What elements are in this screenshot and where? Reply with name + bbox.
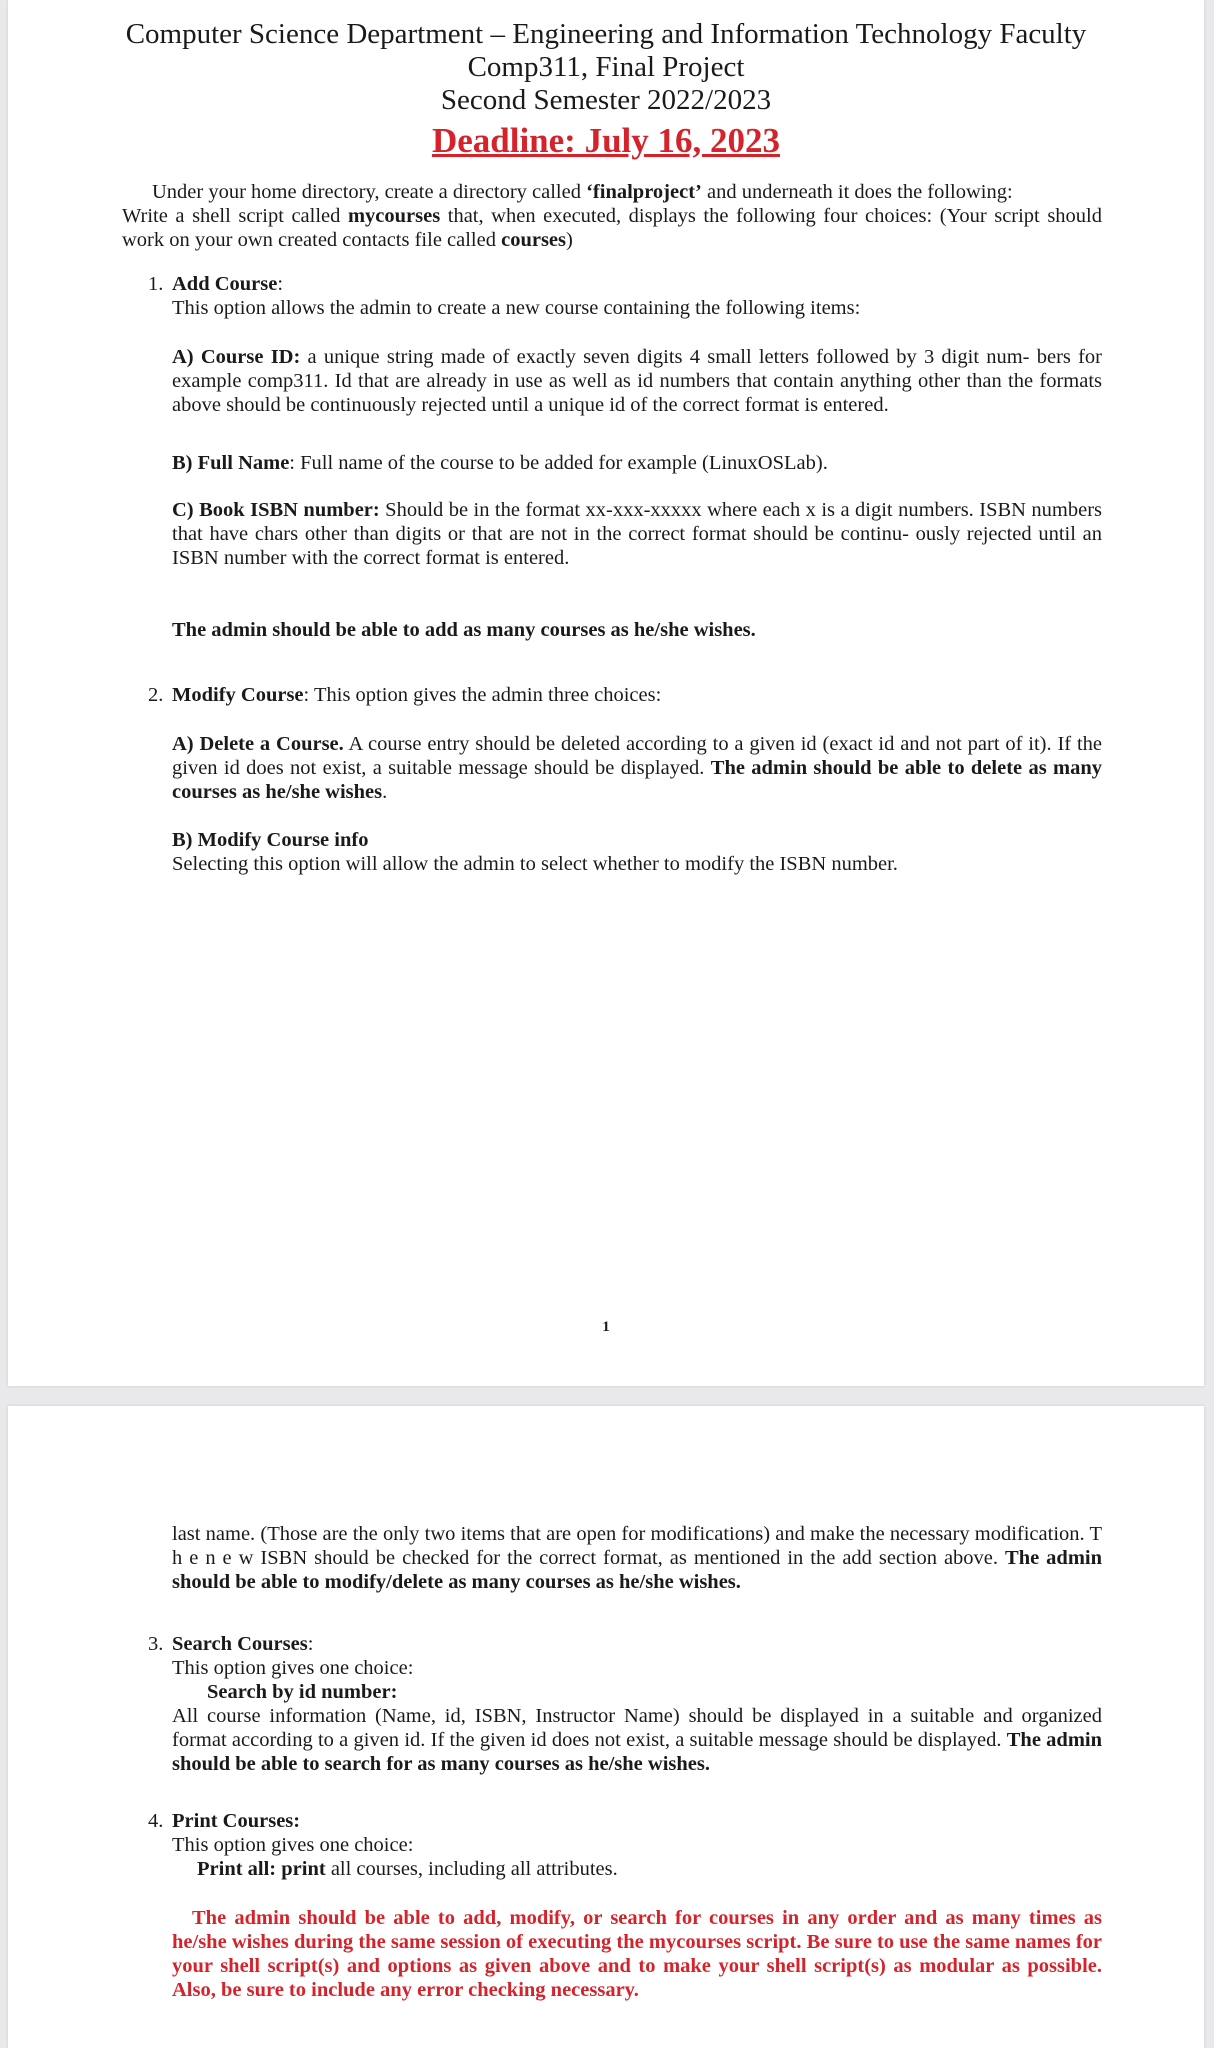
item-3 xyxy=(172,1632,1102,1776)
item-1-desc: This option allows the admin to create a new course containing the following items: xyxy=(172,297,861,319)
item-2-heading xyxy=(172,683,1102,707)
item-3-bold: The admin should be able to search for as many courses as he/she wishes. xyxy=(172,1729,1103,1775)
delete-course-bold: The admin should be able to delete as many courses as he/she wishes xyxy=(172,757,1102,803)
item-1-c xyxy=(172,498,1102,570)
semester-title: Second Semester 2022/2023 xyxy=(440,84,772,116)
item-2-number: 2. xyxy=(148,684,164,706)
item-4 xyxy=(172,1809,1102,1881)
item-2-a xyxy=(172,732,1102,804)
modify-info-label: B) Modify Course info xyxy=(172,829,369,851)
delete-course-label: A) Delete a Course. xyxy=(172,733,344,755)
continuation-text: last name. (Those are the only two items that are open for modifications) and make the necessary modification. T h e n e w ISBN should be checked for the correct format, as mentioned in the add section above. xyxy=(172,1523,1102,1569)
item-1-colon: : xyxy=(277,273,284,295)
continuation-paragraph xyxy=(172,1522,1102,1594)
item-4-number: 4. xyxy=(148,1810,164,1832)
item-4-sub xyxy=(172,1857,1102,1881)
department-title: Computer Science Department – Engineering and Information Technology Faculty xyxy=(125,18,1087,50)
item-3-body: All course information (Name, id, ISBN, Instructor Name) should be displayed in a suitable and organized format according to a given id. If the given id does not exist, a suitable message should be displayed. xyxy=(172,1705,1102,1751)
modify-info-text: Selecting this option will allow the admin to select whether to modify the ISBN number. xyxy=(172,853,898,875)
intro-text: Write a shell script called xyxy=(122,205,348,227)
item-1-a xyxy=(172,345,1102,417)
page-number: 1 xyxy=(602,1319,610,1335)
intro-line-2 xyxy=(122,204,1102,252)
final-note: The admin should be able to add, modify, or search for courses in any order and as many times as he/she wishes during the same session of executing the mycourses script. Be sure to use the same names for your shell script(s) and options as given above and to make your shell script(s) as modular as possible. Also, be sure to include any error checking necessary. xyxy=(172,1907,1102,2001)
item-4-desc: This option gives one choice: xyxy=(172,1834,414,1856)
print-all-text: all courses, including all attributes. xyxy=(325,1858,618,1880)
document-header xyxy=(8,0,1204,163)
print-all-label: Print all: print xyxy=(197,1858,326,1880)
delete-course-text: A course entry should be deleted according to a given id (exact id and not part of it). If the given id does not exist, a suitable message should be displayed. xyxy=(172,733,1102,779)
isbn-label: C) Book ISBN number: xyxy=(172,499,380,521)
item-1-number: 1. xyxy=(148,273,164,295)
intro-text: and underneath it does the following: xyxy=(701,181,1013,203)
item-3-sub: Search by id number: xyxy=(207,1681,398,1703)
continuation-bold: The admin should be able to modify/delete as many courses as he/she wishes. xyxy=(172,1547,1102,1593)
script-name: mycourses xyxy=(347,205,441,227)
item-3-colon: : xyxy=(307,1633,314,1655)
course-title: Comp311, Final Project xyxy=(467,51,745,83)
file-name: courses xyxy=(501,229,567,251)
item-1-b xyxy=(172,451,1102,475)
item-1-title: Add Course xyxy=(172,273,278,295)
intro-text: Under your home directory, create a directory called xyxy=(152,181,587,203)
document-page-1 xyxy=(8,0,1204,1386)
item-2-title: Modify Course xyxy=(172,684,304,706)
intro-line-1 xyxy=(122,180,1102,204)
item-1-heading xyxy=(172,272,1102,320)
intro-text: ) xyxy=(566,229,573,251)
intro-text: that, when executed, displays the following four choices: (Your script should work on your own created contacts file called xyxy=(122,205,1102,251)
deadline-title: Deadline: July 16, 2023 xyxy=(431,121,781,160)
item-1-note: The admin should be able to add as many courses as he/she wishes. xyxy=(172,619,756,641)
item-3-title: Search Courses xyxy=(172,1633,308,1655)
item-2-b xyxy=(172,828,1102,876)
delete-course-end: . xyxy=(382,781,388,803)
item-3-text xyxy=(172,1704,1102,1776)
document-page-2 xyxy=(8,1406,1204,2048)
item-3-number: 3. xyxy=(148,1633,164,1655)
item-3-desc: This option gives one choice: xyxy=(172,1657,414,1679)
item-2-after: : This option gives the admin three choices: xyxy=(303,684,662,706)
intro-paragraph xyxy=(122,180,1102,252)
full-name-text: : Full name of the course to be added for example (LinuxOSLab). xyxy=(289,452,828,474)
course-id-label: A) Course ID: xyxy=(172,346,301,368)
directory-name: ‘finalproject’ xyxy=(586,181,702,203)
isbn-text: Should be in the format xx-xxx-xxxxx where each x is a digit numbers. ISBN numbers that have chars other than digits or that are not in the correct format should be continu- ously rejected until an ISBN number with the correct format is entered. xyxy=(172,499,1103,569)
course-id-text: a unique string made of exactly seven digits 4 small letters followed by 3 digit num- bers for example comp311. Id that are already in use as well as id numbers that contain anything other than the formats above should be continuously rejected until a unique id of the correct format is entered. xyxy=(172,346,1102,416)
item-4-title: Print Courses: xyxy=(172,1810,301,1832)
full-name-label: B) Full Name xyxy=(172,452,290,474)
